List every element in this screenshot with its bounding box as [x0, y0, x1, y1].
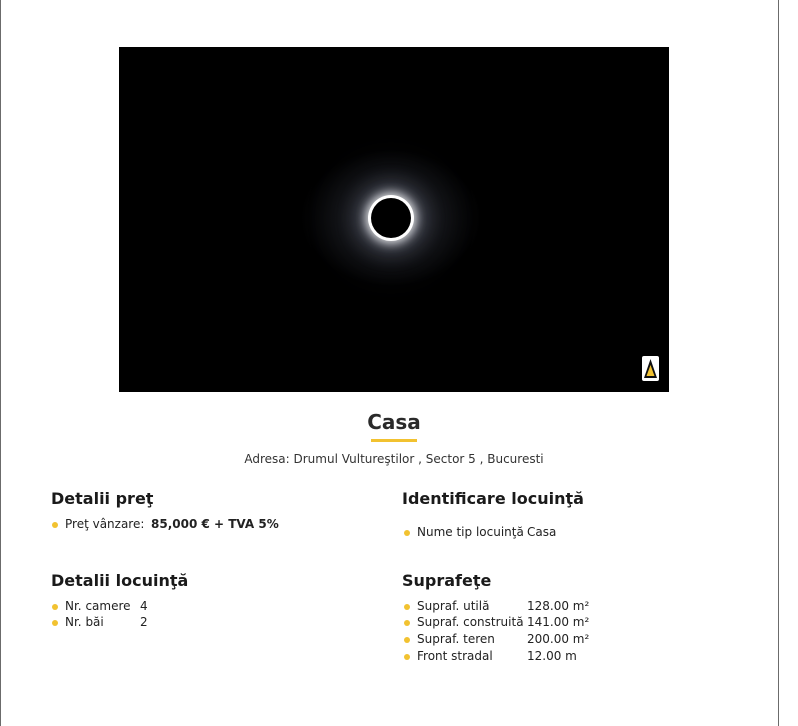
price-value: 85,000 € + TVA 5% — [151, 517, 279, 531]
bullet-icon — [52, 604, 58, 610]
bullet-icon — [404, 654, 410, 660]
bathrooms-label: Nr. băi — [65, 615, 104, 629]
surface-value: 12.00 m — [527, 649, 577, 663]
identification-heading: Identificare locuinţă — [402, 489, 584, 508]
home-details-heading: Detalii locuinţă — [51, 571, 189, 590]
bullet-icon — [404, 620, 410, 626]
listing-address: Adresa: Drumul Vultureştilor , Sector 5 , Bucuresti — [244, 452, 544, 466]
listing-title: Casa — [367, 410, 421, 434]
agency-logo-icon — [642, 356, 659, 381]
rooms-value: 4 — [140, 599, 148, 613]
home-type-value: Casa — [527, 525, 557, 539]
surfaces-heading: Suprafeţe — [402, 571, 492, 590]
rooms-label: Nr. camere — [65, 599, 131, 613]
bathrooms-value: 2 — [140, 615, 148, 629]
surface-value: 128.00 m² — [527, 599, 590, 613]
property-photo — [119, 47, 669, 392]
surface-value: 200.00 m² — [527, 632, 590, 646]
bullet-icon — [404, 637, 410, 643]
surface-label: Supraf. utilă — [417, 599, 490, 613]
page-border-left — [0, 0, 1, 726]
page-border-right — [778, 0, 779, 726]
surface-value: 141.00 m² — [527, 615, 590, 629]
bullet-icon — [52, 620, 58, 626]
price-label: Preţ vânzare: — [65, 517, 145, 531]
title-underline — [371, 439, 417, 442]
bullet-icon — [404, 604, 410, 610]
bullet-icon — [52, 522, 58, 528]
surface-label: Supraf. teren — [417, 632, 495, 646]
price-details-heading: Detalii preţ — [51, 489, 154, 508]
surface-label: Supraf. construită — [417, 615, 524, 629]
bullet-icon — [404, 530, 410, 536]
surface-label: Front stradal — [417, 649, 493, 663]
eclipse-image — [371, 198, 411, 238]
home-type-label: Nume tip locuinţă — [417, 525, 524, 539]
